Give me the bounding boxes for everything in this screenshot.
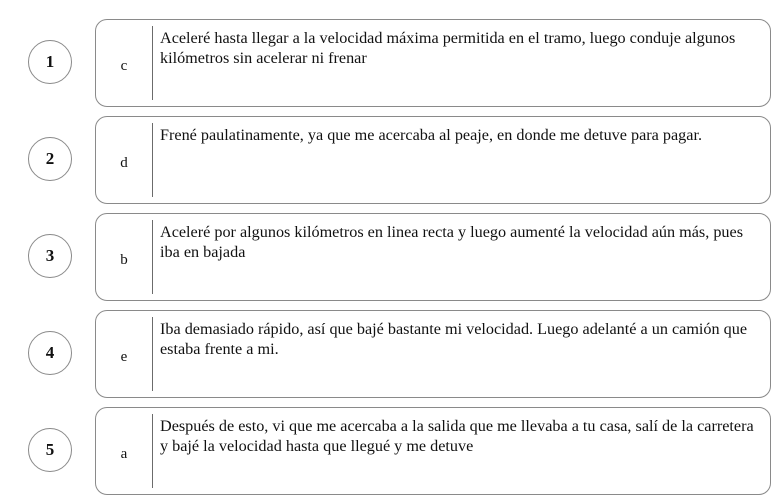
- statement-text: Aceleré por algunos kilómetros en linea recta y luego aumenté la velocidad aún más, pues iba en bajada: [160, 223, 743, 261]
- step-number-circle: 4: [28, 331, 72, 375]
- sequence-row-1: [0, 19, 778, 109]
- card-divider: [152, 220, 153, 294]
- answer-letter: c: [120, 57, 128, 74]
- statement-card: [95, 116, 771, 204]
- sequence-row-4: [0, 310, 778, 400]
- answer-letter: d: [120, 154, 128, 171]
- statement-text: Después de esto, vi que me acercaba a la salida que me llevaba a tu casa, salí de la carretera y bajé la velocidad hasta que llegué y me detuve: [160, 417, 754, 455]
- statement-card: [95, 213, 771, 301]
- sequence-row-2: [0, 116, 778, 206]
- statement-text: Iba demasiado rápido, así que bajé bastante mi velocidad. Luego adelanté a un camión que estaba frente a mi.: [160, 320, 748, 358]
- answer-letter: b: [120, 251, 128, 268]
- step-number-circle: 5: [28, 428, 72, 472]
- statement-card: [95, 407, 771, 495]
- card-divider: [152, 414, 153, 488]
- card-divider: [152, 123, 153, 197]
- step-number-circle: 3: [28, 234, 72, 278]
- step-number-circle: 1: [28, 40, 72, 84]
- answer-letter: a: [120, 445, 128, 462]
- statement-card: [95, 310, 771, 398]
- statement-card: [95, 19, 771, 107]
- statement-text: Frené paulatinamente, ya que me acercaba al peaje, en donde me detuve para pagar.: [160, 126, 703, 144]
- card-divider: [152, 26, 153, 100]
- statement-text: Aceleré hasta llegar a la velocidad máxima permitida en el tramo, luego conduje algunos kilómetros sin acelerar ni frenar: [160, 29, 736, 67]
- sequence-row-3: [0, 213, 778, 303]
- card-divider: [152, 317, 153, 391]
- answer-letter: e: [120, 348, 128, 365]
- sequence-row-5: [0, 407, 778, 497]
- step-number-circle: 2: [28, 137, 72, 181]
